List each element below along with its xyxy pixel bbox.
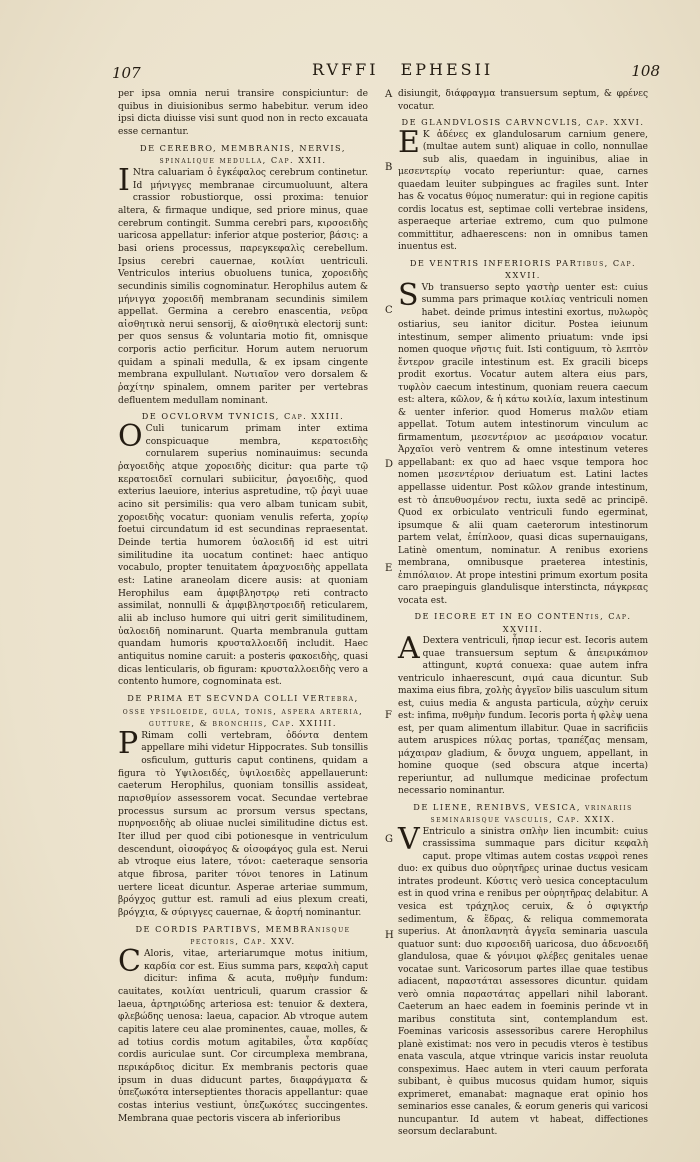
paragraph bbox=[398, 821, 648, 1139]
paragraph-text: disiungit, διάφραγμα transuersum septum, & φρένες vocatur. bbox=[398, 89, 648, 112]
page-number-right: 108 bbox=[631, 62, 660, 80]
paragraph bbox=[398, 88, 648, 113]
margin-letter-f: F bbox=[385, 710, 392, 721]
running-title-part-2: EPHESII bbox=[400, 60, 494, 79]
heading-text: DE VENTRIS INFERIORIS PARtibus, Cap. XXVII. bbox=[409, 257, 637, 281]
drop-cap: S bbox=[398, 277, 419, 313]
heading-text: DE GLANDVLOSIS CARVNCVLIS, Cap. XXVI. bbox=[401, 117, 645, 128]
heading-text: DE OCVLORVM TVNICIS, Cap. XXIII. bbox=[141, 411, 345, 422]
paragraph-text: per ipsa omnia nerui transire conspiciuntur: de quibus in diuisionibus sermo habebitur. verum ideo ipsi dicta diuisse visi sunt quod non in recto excauata esse cernantur. bbox=[118, 89, 368, 137]
paragraph-text: Aloris, vitae, arteriarumque motus initium, καρδία cor est. Eius summa pars, κεφαλὴ caput dicitur: infima & acuta, πυθμὴν fundum: cauitates, κοιλίαι uentriculi, quarum crassior & laeua, ἀρτηριώδης arteriosa est: tenuior & dextera, φλεβώδης uenosa: laeua, capacior. Ab vtroque autem capitis latere ceu alae prominentes, cauae, molles, & ad totius cordis motum agitabiles, ὦτα καρδίας cordis auriculae sunt. Cor circumplexa membrana, περικάρδιος dicitur. Ex membranis pectoris quae ipsum in duas diducunt partes, διαφράγματα & ὑπεζωκότα interseptientes thoracis appellantur: quae costas interius vestiunt, ὑπεζωκότες succingentes. Membrana quae pectoris viscera ab inferioribus bbox=[118, 948, 368, 1124]
heading-text: DE LIENE, RENIBVS, VESICA, vrinariis seminarisque vasculis, Cap. XXIX. bbox=[413, 801, 633, 825]
heading-text: DE IECORE ET IN EO CONTENtis, Cap. XXVIII. bbox=[414, 611, 632, 634]
paragraph-text: Vb transuerso septo γαστὴρ uenter est: cuius summa pars primaque κοιλίας ventriculi nomen habet. deinde primus intestini exortus, πυλωρὸς ostiarius, seu ianitor dicitur. Postea ieiunum intestinum, semper alimento priuatum: vnde ipsi nomen quoque νῆστις fuit. Isti contiguum, τὸ λεπτὸν ἔντερον gracile intestinum est. Ex gracili biceps prodit exortus. Vocatur autem altera eius pars, τυφλὸν caecum intestinum, quoniam reuera caecum est: altera, κῶλον, & ἡ κάτω κοιλία, laxum intestinum & uenter inferior. quod Homerus πιαλῶν etiam appellat. Totum autem intestinorum vinculum ac firmamentum, μεσεντέριον ac μεσάραιον vocatur. Ἀρχαῖοι verò ventrem & omne intestinum veteres appellabant: ex quo ad haec vsque tempora hoc nomen μεσεντέριον deriuatum est. Latini lactes appellasse uidentur. Post κῶλον grande intestinum, est τὸ ἀπευθυσμένον rectu, iuxta sedē ac principē. Quod ex orbiculato ventriculi fundo egerminat, ipsumque & alii quam caeterorum intestinorum partem velat, ἐπίπλοον, quasi dicas supernauigans, Latinè omentum, nominatur. A renibus exoriens membrana, omnibusque praeterea intestinis, ἐπιπόλαιον. At prope intestini primum exortum posita caro praepinguis glandulisque interstincta, πάγκρεας vocata est. bbox=[398, 282, 648, 606]
drop-cap: O bbox=[118, 419, 143, 455]
page-header bbox=[112, 60, 660, 84]
chapter-heading bbox=[118, 142, 368, 167]
drop-cap: V bbox=[398, 821, 420, 857]
paragraph-text: K ἀδένες ex glandulosarum carnium genere, (multae autem sunt) aliquae in collo, nonnullae sub alis, quaedam in inguinibus, aliae in μεσεντερίῳ vocato reperiuntur: quae, carnes quaedam leuiter subpingues ac fragiles sunt. Inter has & vocatus θύμος numeratur: qui in regione capitis cordis locatus est, septimae colli vertebrae insidens, asperaeque arteriae extremo, cum quo pulmone committitur, adhaerescens: non in omnibus tamen inuentus est. bbox=[398, 129, 648, 253]
running-title bbox=[312, 60, 493, 79]
paragraph bbox=[118, 162, 368, 407]
drop-cap: I bbox=[118, 162, 130, 198]
paragraph-text: Dextera ventriculi, ἧπαρ iecur est. Iecoris autem quae transuersum septum & ἀπειρικάπιον attingunt, κυρτά conuexa: quae autem infra ventriculo inhaerescunt, σιμά caua dicuntur. Sub maxima eius fibra, χολὴς ἀγγεῖον bilis uasculum situm est, cuius media & angusta particula, αὐχὴν ceruix est: infima, πυθμὴν fundum. Iecoris porta ἡ φλὲψ uena est, per quam alimentum illabitur. Quae in sacrificiis autem aruspices πύλας portas, τραπέζας mensam, μάχαιραν gladium, & ὄνυχα unguem, appellant, in homine quoque (sed obscura atque incerta) reperiuntur, ad nullumque medicinae profectum necessario nominantur. bbox=[398, 636, 648, 797]
left-text-column bbox=[118, 88, 368, 1125]
paragraph-text: Ntra caluariam ὁ ἐγκέφαλος cerebrum continetur. Id μήνιγγες membranae circumuoluunt, altera crassior robustiorque, ossi proxima: tenuior altera, & firmaque undique, sed priore minus, quae cerebrum contingit. Summa cerebri pars, κιρσοειδὴς uaricosa appellatur: inferior atque posterior, βάσις: a basi oriens processus, παρεγκεφαλὶς cerebellum. Ipsius cerebri cauernae, κοιλίαι uentriculi. Ventriculos interius obuoluens tunica, χοροειδὴς secundinis similis cognominatur. Herophilus autem & μήνιγγα χοροειδῆ membranam secundinis similem appellat. Germina a cerebro enascentia, νεῦρα αἰσθητικὰ nerui sensorij, & αἰσθητικὰ electorij sunt: per quos sensus & voluntaria motio fit, omnisque corporis actio perficitur. Horum autem neruorum quidam a spinali medulla, & ex ipsam cingente membrana expullulant. Νωτιαῖον vero dorsalem & ῥαχίτην spinalem, omnem pariter per vertebras defluentem medullam nominant. bbox=[118, 167, 368, 406]
chapter-heading bbox=[118, 692, 368, 730]
paragraph bbox=[118, 725, 368, 920]
running-title-part-1: RVFFI bbox=[312, 60, 379, 79]
margin-letter-a: A bbox=[385, 89, 393, 100]
paragraph bbox=[398, 631, 648, 798]
drop-cap: E bbox=[398, 124, 420, 160]
page-number-left: 107 bbox=[112, 64, 141, 82]
chapter-heading bbox=[398, 801, 648, 826]
margin-letter-d: D bbox=[385, 459, 394, 470]
margin-letter-h: H bbox=[385, 930, 394, 941]
margin-letter-b: B bbox=[385, 162, 393, 173]
chapter-heading bbox=[118, 923, 368, 948]
paragraph bbox=[118, 419, 368, 689]
drop-cap: A bbox=[398, 631, 420, 667]
chapter-heading bbox=[118, 410, 368, 423]
heading-text: DE CEREBRO, MEMBRANIS, NERVIS, spinalique medulla, Cap. XXII. bbox=[140, 142, 346, 166]
chapter-heading bbox=[398, 610, 648, 635]
margin-letter-g: G bbox=[385, 834, 393, 845]
paragraph-text: Rimam colli vertebram, ὀδόντα dentem appellare mihi videtur Hippocrates. Sub tonsillis osficulum, gutturis caput continens, quidam a figura τὸ Υψιλοειδές, ὑψιλοειδὲς appellauerunt: caeterum Herophilus, quoniam tonsillis assideat, παρισθμίον assessorem vocat. Secundae vertebrae processus sursum ac prorsum versus spectans, πυρηνοειδὴς ab oliuae nuclei similitudine dictus est. Iter illud per quod cibi potionesque in ventriculum descendunt, οἰσοφάγος & οἰσοφάγος gula est. Nerui ab vtroque eius latere, τόνοι: caeteraque sensoria atque fibrosa, pariter τόνοι tenores in Latinum uertere liceat dicuntur. Asperae arteriae summum, βρόγχος guttur est. ramuli ad eius plexum creati, βρόγχια, & σύριγγες cauernae, & ἀορτή nominantur. bbox=[118, 730, 368, 918]
heading-text: DE PRIMA ET SECVNDA COLLI VERtebra, osse ypsiloeide, gula, tonis, aspera arteria, gutture, & bronchiis, Cap. XXIIII. bbox=[122, 692, 364, 729]
chapter-heading bbox=[398, 116, 648, 129]
drop-cap: P bbox=[118, 725, 139, 761]
drop-cap: C bbox=[118, 943, 141, 979]
margin-letter-e: E bbox=[385, 563, 393, 574]
paragraph bbox=[118, 943, 368, 1125]
right-text-column bbox=[398, 88, 648, 1139]
heading-text: DE CORDIS PARTIBVS, MEMBRAnisque pectoris, Cap. XXV. bbox=[135, 923, 351, 947]
paragraph bbox=[118, 88, 368, 139]
paragraph-text: Culi tunicarum primam inter extima conspicuaque membra, κερατοειδὴς cornularem superius nominauimus: secunda ῥαγοειδὴς atque χοροειδὴς dicitur: qua parte τῷ κερατοειδεῖ cornulari subiicitur, ῥαγοειδὴς, quod exterius laeuiore, interius aspretudine, τῷ ῥαγὶ uuae acino sit persimilis: qua vero albam tunicam subit, χοροειδὴς vocatur: quoniam venulis referta, χορίῳ foetui circundatum id est secundinas repraesentat. Deinde tertia humorem ὑαλοειδῆ id est uitri similitudine ita uocatum continet: haec antiquo vocabulo, propter tenuitatem ἀραχνοειδὴς appellata est: Latine araneolam dicere ausis: at quoniam Herophilus eam ἀμφιβληστρῳ reti contracto assimilat, nonnulli & ἀμφιβληστροειδῆ reticularem, alii ab incluso humore qui uitri gerit similitudinem, ὑαλοειδῆ nominarunt. Quarta membranula guttam quandam humoris κρυσταλλοειδῆ includit. Haec antiquitus nomine caruit: a posteris φακοειδὴς, quasi dicas lenticularis, ob figuram: κρυσταλλοειδὴς vero a contento humore, cognominata est. bbox=[118, 424, 368, 688]
paragraph bbox=[398, 277, 648, 607]
chapter-heading bbox=[398, 257, 648, 282]
paragraph-text: Entriculo a sinistra σπλὴν lien incumbit: cuius crassissima summaque pars dicitur κεφαλὴ caput. prope vltimas autem costas νεφροὶ renes duo: ex quibus duo οὐρητῆρες urinae ductus vesicam intrates prodeunt. Κύστις verò uesica conceptaculum est in quod vrina e renibus per οὐρητῆρας delabitur. A vesica est τράχηλος ceruix, & ὁ σφιγκτήρ sedimentum, & ἕδρας, & reliqua commemorata superius. At ἀποπλανητὰ ἀγγεῖα seminaria uascula quatuor sunt: duo κιρσοειδῆ uaricosa, duo ἀδενοειδῆ glandulosa, quae & γόνιμοι φλέβες genitales uenae vocatae sunt. Varicosorum partes illae quae testibus adiacent, παραστάται assessores dicuntur. quidam verò omnia παραστάτας appellari nihil laborant. Caeterum an haec eadem in foeminis perinde vt in maribus constituta sint, contemplandum est. Foeminas varicosis assessoribus carere Herophilus planè existimat: nos vero in pecudis vteros è testibus enata vascula, atque vtrinque varicis instar reuoluta conspeximus. Haec autem in vteri cauum perforata subibant, è quibus mucosus quidam humor, siquis exprimeret, emanabat: magnaque erat opinio hos seminarios esse canales, & eorum generis qui varicosi nuncupantur. Id autem vt habeat, diffectiones seorsum declarabunt. bbox=[398, 826, 648, 1138]
margin-letter-c: C bbox=[385, 305, 393, 316]
paragraph bbox=[398, 124, 648, 254]
